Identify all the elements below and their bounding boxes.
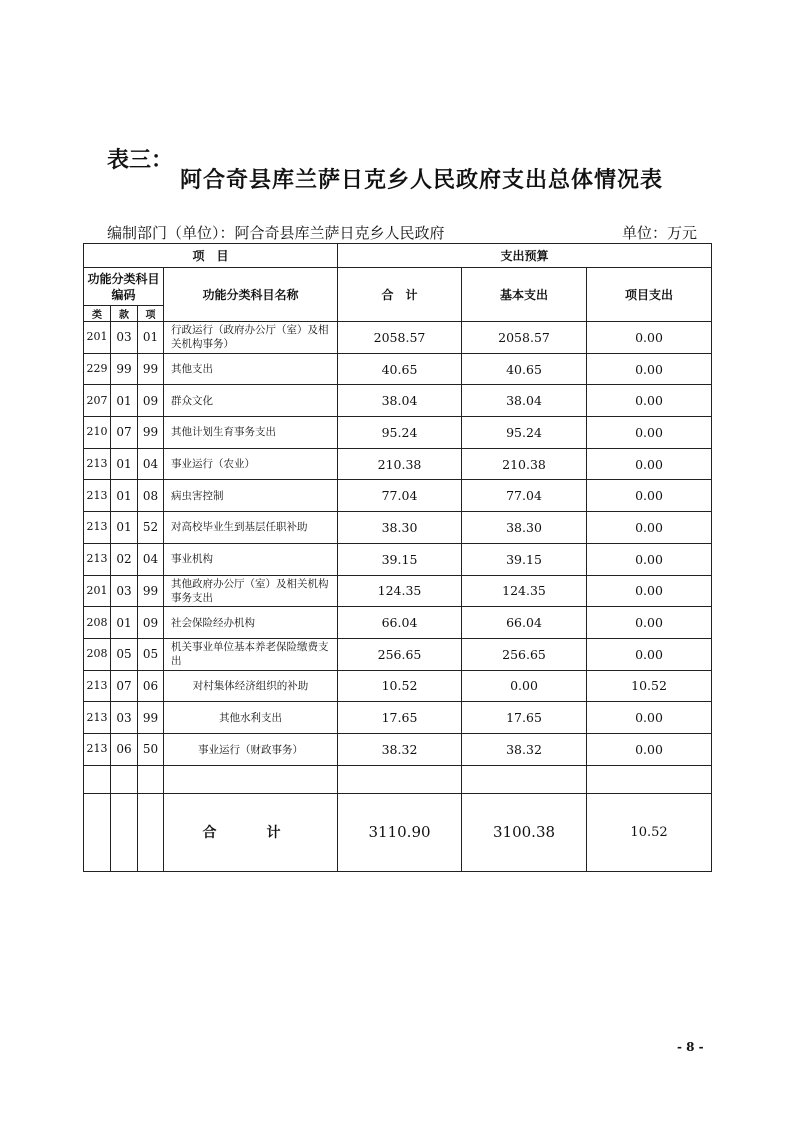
class-code-cell: 208 <box>84 607 111 639</box>
item-code-cell: 09 <box>138 385 164 417</box>
basic-cell: 256.65 <box>462 638 587 670</box>
total-cell: 17.65 <box>338 702 462 734</box>
class-code-cell: 201 <box>84 322 111 354</box>
subject-name-cell: 病虫害控制 <box>164 480 338 512</box>
total-cell: 256.65 <box>338 638 462 670</box>
subject-name-cell: 对高校毕业生到基层任职补助 <box>164 512 338 544</box>
section-code-cell: 05 <box>111 638 138 670</box>
header-budget: 支出预算 <box>338 244 712 268</box>
total-cell: 40.65 <box>338 353 462 385</box>
item-code-cell: 99 <box>138 702 164 734</box>
total-cell: 210.38 <box>338 448 462 480</box>
table-row <box>84 733 712 765</box>
section-code-cell: 07 <box>111 417 138 449</box>
header-code-group: 功能分类科目编码 <box>84 268 164 306</box>
item-code-cell: 05 <box>138 638 164 670</box>
total-cell: 77.04 <box>338 480 462 512</box>
table-row <box>84 607 712 639</box>
item-code-cell: 01 <box>138 322 164 354</box>
empty-cell <box>164 765 338 793</box>
subject-name-cell: 对村集体经济组织的补助 <box>164 670 338 702</box>
table-row <box>84 638 712 670</box>
project-cell: 0.00 <box>587 702 712 734</box>
item-code-cell: 06 <box>138 670 164 702</box>
section-code-cell: 01 <box>111 607 138 639</box>
basic-cell: 0.00 <box>462 670 587 702</box>
basic-cell: 38.04 <box>462 385 587 417</box>
empty-cell <box>138 765 164 793</box>
basic-cell: 40.65 <box>462 353 587 385</box>
basic-cell: 39.15 <box>462 543 587 575</box>
section-code-cell: 01 <box>111 512 138 544</box>
project-cell: 0.00 <box>587 480 712 512</box>
header-item: 项 目 <box>84 244 338 268</box>
section-code-cell: 01 <box>111 385 138 417</box>
empty-cell <box>111 765 138 793</box>
item-code-cell: 04 <box>138 543 164 575</box>
item-code-cell: 99 <box>138 353 164 385</box>
table-row <box>84 448 712 480</box>
item-code-cell: 08 <box>138 480 164 512</box>
total-row <box>84 793 712 871</box>
basic-cell: 95.24 <box>462 417 587 449</box>
header-total: 合 计 <box>338 268 462 322</box>
class-code-cell: 213 <box>84 448 111 480</box>
expenditure-table <box>83 243 712 872</box>
class-code-cell: 208 <box>84 638 111 670</box>
item-code-cell: 52 <box>138 512 164 544</box>
table-row <box>84 385 712 417</box>
project-cell: 0.00 <box>587 417 712 449</box>
table-row <box>84 670 712 702</box>
table-row <box>84 543 712 575</box>
total-cell: 124.35 <box>338 575 462 607</box>
class-code-cell: 210 <box>84 417 111 449</box>
project-cell: 0.00 <box>587 733 712 765</box>
table-row <box>84 417 712 449</box>
class-code-cell: 213 <box>84 543 111 575</box>
basic-cell: 2058.57 <box>462 322 587 354</box>
item-code-cell: 50 <box>138 733 164 765</box>
header-item-sub: 项 <box>138 306 164 322</box>
subject-name-cell: 事业机构 <box>164 543 338 575</box>
empty-cell <box>462 765 587 793</box>
header-project: 项目支出 <box>587 268 712 322</box>
subject-name-cell: 其他支出 <box>164 353 338 385</box>
project-cell: 0.00 <box>587 543 712 575</box>
empty-cell <box>111 793 138 871</box>
sum-project: 10.52 <box>587 793 712 871</box>
table-label: 表三： <box>107 147 174 173</box>
table-row <box>84 322 712 354</box>
header-section: 款 <box>111 306 138 322</box>
class-code-cell: 213 <box>84 480 111 512</box>
table-row <box>84 702 712 734</box>
project-cell: 0.00 <box>587 448 712 480</box>
project-cell: 0.00 <box>587 512 712 544</box>
class-code-cell: 207 <box>84 385 111 417</box>
header-name: 功能分类科目名称 <box>164 268 338 322</box>
basic-cell: 66.04 <box>462 607 587 639</box>
class-code-cell: 201 <box>84 575 111 607</box>
item-code-cell: 09 <box>138 607 164 639</box>
page-title: 阿合奇县库兰萨日克乡人民政府支出总体情况表 <box>180 167 664 193</box>
total-cell: 38.32 <box>338 733 462 765</box>
subject-name-cell: 其他水利支出 <box>164 702 338 734</box>
class-code-cell: 229 <box>84 353 111 385</box>
project-cell: 10.52 <box>587 670 712 702</box>
class-code-cell: 213 <box>84 670 111 702</box>
class-code-cell: 213 <box>84 733 111 765</box>
basic-cell: 124.35 <box>462 575 587 607</box>
basic-cell: 77.04 <box>462 480 587 512</box>
total-cell: 38.04 <box>338 385 462 417</box>
header-row-2 <box>84 268 712 306</box>
project-cell: 0.00 <box>587 353 712 385</box>
section-code-cell: 06 <box>111 733 138 765</box>
header-basic: 基本支出 <box>462 268 587 322</box>
section-code-cell: 02 <box>111 543 138 575</box>
subject-name-cell: 机关事业单位基本养老保险缴费支出 <box>164 638 338 670</box>
basic-cell: 210.38 <box>462 448 587 480</box>
table-row <box>84 575 712 607</box>
project-cell: 0.00 <box>587 322 712 354</box>
header-class: 类 <box>84 306 111 322</box>
empty-cell <box>84 765 111 793</box>
subject-name-cell: 群众文化 <box>164 385 338 417</box>
total-cell: 2058.57 <box>338 322 462 354</box>
section-code-cell: 03 <box>111 575 138 607</box>
section-code-cell: 01 <box>111 448 138 480</box>
table-row <box>84 512 712 544</box>
section-code-cell: 99 <box>111 353 138 385</box>
subject-name-cell: 其他计划生育事务支出 <box>164 417 338 449</box>
total-cell: 66.04 <box>338 607 462 639</box>
table-row <box>84 353 712 385</box>
total-cell: 95.24 <box>338 417 462 449</box>
class-code-cell: 213 <box>84 702 111 734</box>
basic-cell: 38.32 <box>462 733 587 765</box>
project-cell: 0.00 <box>587 638 712 670</box>
page-number: - 8 - <box>677 1040 704 1054</box>
section-code-cell: 03 <box>111 322 138 354</box>
sum-label: 合 计 <box>164 793 338 871</box>
empty-cell <box>587 765 712 793</box>
subject-name-cell: 事业运行（财政事务） <box>164 733 338 765</box>
item-code-cell: 04 <box>138 448 164 480</box>
subject-name-cell: 社会保险经办机构 <box>164 607 338 639</box>
table-row <box>84 480 712 512</box>
basic-cell: 38.30 <box>462 512 587 544</box>
total-cell: 38.30 <box>338 512 462 544</box>
currency-unit: 单位：万元 <box>621 224 697 242</box>
sum-total: 3110.90 <box>338 793 462 871</box>
class-code-cell: 213 <box>84 512 111 544</box>
project-cell: 0.00 <box>587 385 712 417</box>
project-cell: 0.00 <box>587 607 712 639</box>
project-cell: 0.00 <box>587 575 712 607</box>
subject-name-cell: 事业运行（农业） <box>164 448 338 480</box>
item-code-cell: 99 <box>138 575 164 607</box>
empty-cell <box>84 793 111 871</box>
total-cell: 39.15 <box>338 543 462 575</box>
sum-basic: 3100.38 <box>462 793 587 871</box>
section-code-cell: 03 <box>111 702 138 734</box>
section-code-cell: 07 <box>111 670 138 702</box>
basic-cell: 17.65 <box>462 702 587 734</box>
section-code-cell: 01 <box>111 480 138 512</box>
empty-cell <box>138 793 164 871</box>
empty-cell <box>338 765 462 793</box>
compiling-unit: 编制部门（单位）：阿合奇县库兰萨日克乡人民政府 <box>107 224 445 242</box>
total-cell: 10.52 <box>338 670 462 702</box>
empty-row <box>84 765 712 793</box>
subject-name-cell: 其他政府办公厅（室）及相关机构事务支出 <box>164 575 338 607</box>
subject-name-cell: 行政运行（政府办公厅（室）及相关机构事务） <box>164 322 338 354</box>
item-code-cell: 99 <box>138 417 164 449</box>
header-row-1 <box>84 244 712 268</box>
